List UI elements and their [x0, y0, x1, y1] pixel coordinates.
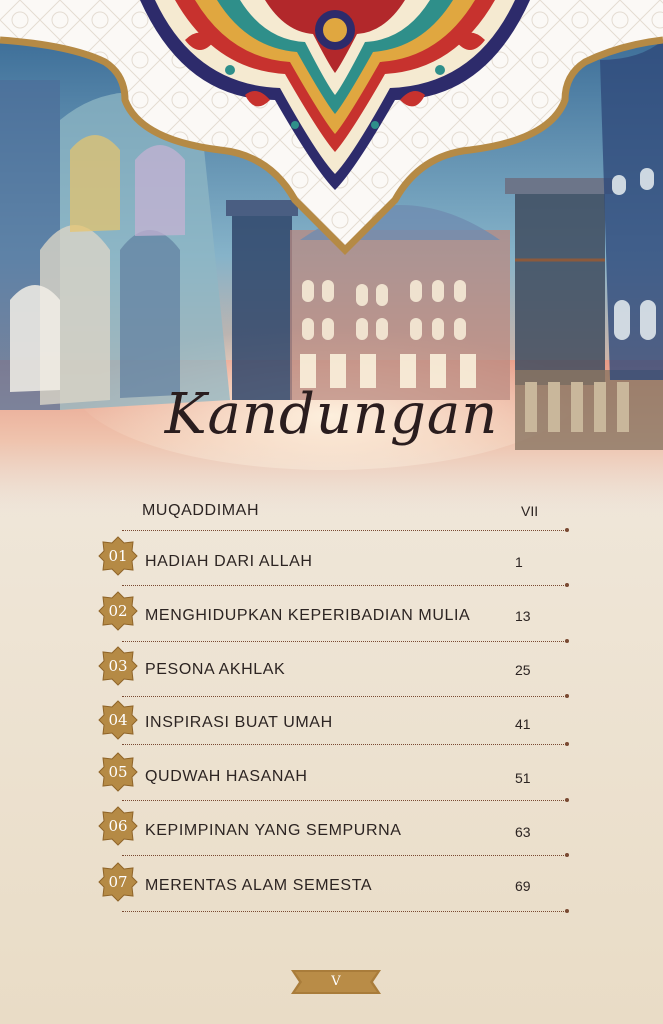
dotted-divider — [122, 585, 566, 586]
chapter-title-02[interactable]: MENGHIDUPKAN KEPERIBADIAN MULIA — [145, 607, 471, 624]
chapter-badge-02 — [98, 591, 138, 631]
chapter-number: 03 — [108, 657, 128, 675]
chapter-page-01: 1 — [515, 554, 523, 570]
intro-page: VII — [521, 503, 539, 519]
chapter-title-07[interactable]: MERENTAS ALAM SEMESTA — [145, 877, 373, 894]
dotted-divider — [122, 855, 566, 856]
chapter-badge-07 — [98, 862, 138, 902]
chapter-badge-04 — [98, 700, 138, 740]
page-number: V — [331, 974, 341, 989]
chapter-number: 01 — [108, 547, 128, 565]
dotted-divider — [122, 696, 566, 697]
chapter-page-04: 41 — [515, 716, 531, 732]
dotted-divider — [122, 800, 566, 801]
chapter-badge-05 — [98, 752, 138, 792]
chapter-number: 04 — [108, 711, 128, 729]
dotted-divider — [122, 911, 566, 912]
dotted-divider — [122, 744, 566, 745]
chapter-page-05: 51 — [515, 770, 531, 786]
chapter-page-03: 25 — [515, 662, 531, 678]
dotted-divider — [122, 530, 566, 531]
chapter-page-02: 13 — [515, 608, 531, 624]
dotted-divider — [122, 641, 566, 642]
chapter-title-04[interactable]: INSPIRASI BUAT UMAH — [145, 714, 333, 731]
chapter-page-07: 69 — [515, 878, 531, 894]
chapter-title-05[interactable]: QUDWAH HASANAH — [145, 768, 308, 785]
chapter-badge-01 — [98, 536, 138, 576]
chapter-number: 02 — [108, 602, 128, 620]
chapter-number: 06 — [108, 817, 128, 835]
page-title: Kandungan — [164, 382, 499, 447]
page-number-ribbon — [291, 970, 381, 994]
chapter-title-01[interactable]: HADIAH DARI ALLAH — [145, 553, 313, 570]
chapter-page-06: 63 — [515, 824, 531, 840]
chapter-number: 05 — [108, 763, 128, 781]
chapter-number: 07 — [108, 873, 128, 891]
chapter-title-03[interactable]: PESONA AKHLAK — [145, 661, 286, 678]
chapter-title-06[interactable]: KEPIMPINAN YANG SEMPURNA — [145, 822, 402, 839]
intro-label[interactable]: MUQADDIMAH — [142, 502, 260, 519]
chapter-badge-06 — [98, 806, 138, 846]
chapter-badge-03 — [98, 646, 138, 686]
